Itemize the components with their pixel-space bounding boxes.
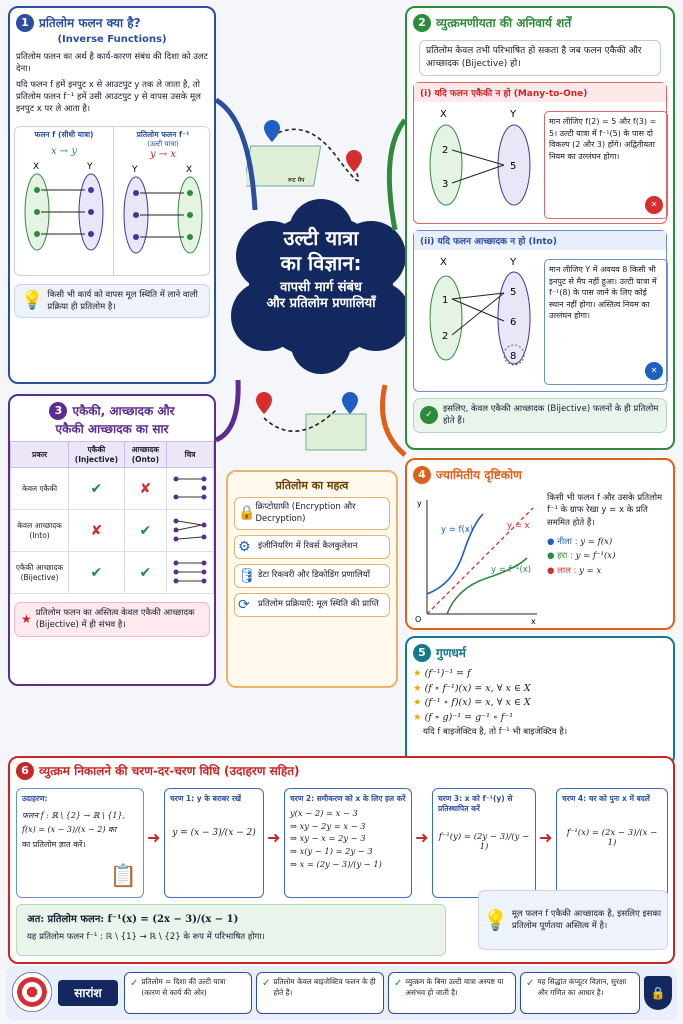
table-row [11, 510, 214, 552]
inverse-sublabel: (उल्टी यात्रा) [147, 139, 179, 148]
table-header: चित्र [166, 442, 213, 468]
codomain-element: 6 [510, 317, 517, 329]
svg-text:X: X [440, 109, 447, 121]
legend-name: हरा : [557, 551, 573, 562]
legend-eq: y = x [579, 565, 602, 576]
step-arrow-icon: ➜ [539, 828, 553, 847]
y-axis-label: y [417, 499, 422, 508]
property-item: (f ∘ f⁻¹)(x) = x, ∀ x ∈ X [424, 682, 531, 694]
step-title: चरण 3: x को f⁻¹(y) से प्रतिस्थापित करें [438, 794, 513, 813]
lock-icon: 🔒 [238, 505, 256, 522]
property-item: (f⁻¹ ∘ f)(x) = x, ∀ x ∈ X [424, 697, 531, 709]
section-title: एकैकी, आच्छादक और [72, 403, 175, 418]
bijective-note: प्रतिलोम फलन का अस्तित्व केवल एकैकी आच्छादक (Bijective) में ही संभव है। [35, 608, 195, 631]
property-item: (f⁻¹)⁻¹ = f [424, 668, 471, 679]
domain-element: 2 [442, 331, 449, 343]
importance-item [234, 535, 390, 559]
error-icon: ✕ [645, 196, 663, 214]
codomain-element: 5 [510, 161, 517, 173]
forward-mapping-diagram [15, 157, 113, 257]
step-title: चरण 2: समीकरण को x के लिए हल करें [290, 794, 406, 803]
conclusion-text: इसलिए, केवल एकैकी आच्छादक (Bijective) फलनों के ही प्रतिलोम होते हैं। [443, 404, 659, 427]
example-line: फलन f : ℝ \ {2} → ℝ \ {1}, [22, 810, 126, 820]
importance-item-text: इंजीनियरिंग में रिवर्स कैलकुलेशन [258, 541, 358, 552]
section-2-card [405, 6, 675, 450]
step-1-box [164, 788, 264, 898]
symmetry-description: किसी भी फलन f और उसके प्रतिलोम f⁻¹ के ग्राफ रेखा y = x के प्रति सममित होते हैं। [547, 493, 663, 528]
summary-text: यह सिद्धांत कंप्यूटर विज्ञान, सुरक्षा और गणित का आधार है। [537, 977, 627, 997]
section-title: प्रतिलोम फलन क्या है? [39, 15, 141, 30]
section-title: गुणधर्म [436, 645, 466, 660]
type-cell: केवल आच्छादक (Into) [11, 510, 69, 552]
bijective-tip-box [478, 890, 668, 950]
summary-text: व्युत्क्रम के बिना उल्टी यात्रा अस्पष्ट या असंभव हो जाती है। [405, 977, 504, 997]
step-equation: y = (x − 3)/(x − 2) [172, 827, 256, 838]
section-4-card [405, 458, 675, 630]
step-2-box [284, 788, 412, 898]
table-header: एकैकी (Injective) [69, 442, 125, 468]
f-label: y = f(x) [441, 525, 474, 535]
importance-item-text: डेटा रिकवरी और डिकोडिंग प्रणालियाँ [258, 570, 370, 581]
section-subtitle: (Inverse Functions) [57, 34, 167, 45]
property-note: यदि f बाइजेक्टिव है, तो f⁻¹ भी बाइजेक्टिव है। [423, 726, 568, 737]
into-note-text: मान लीजिए Y में अवयव 8 किसी भी इनपुट से मैप नहीं हुआ। उल्टी यात्रा में f⁻¹(8) के पास जाने के लिए कोई स्थान नहीं होगा। अस्तित्व नियम का उल्लंघन होगा। [549, 265, 657, 321]
result-formula: अत: प्रतिलोम फलन: f⁻¹(x) = (2x − 3)/(x − 1) [27, 914, 239, 925]
svg-text:X: X [440, 257, 447, 269]
importance-title: प्रतिलोम का महत्व [275, 479, 349, 492]
type-cell: केवल एकैकी [11, 468, 69, 510]
importance-item [234, 593, 390, 617]
f-inverse-label: y = f⁻¹(x) [491, 565, 532, 575]
step-equation: ⇒ x(y − 1) = 2y − 3 [290, 846, 373, 857]
section-number: 3 [49, 402, 67, 420]
diagram-cell [166, 510, 213, 552]
legend-eq: y = f(x) [580, 536, 613, 547]
result-domain: यह प्रतिलोम फलन f⁻¹ : ℝ \ {1} → ℝ \ {2} के रूप में परिभाषित होगा। [27, 932, 265, 942]
diagram-cell [166, 468, 213, 510]
section-5-card [405, 636, 675, 766]
step-equation: ⇒ xy − x = 2y − 3 [290, 833, 366, 844]
condition-intro: प्रतिलोम केवल तभी परिभाषित हो सकता है जब फलन एकैकी और आच्छादक (Bijective) हो। [419, 40, 661, 76]
mapping-icon [170, 557, 210, 587]
diagram-cell [166, 552, 213, 594]
set-y-label: Y [132, 164, 138, 175]
onto-cell: ✔ [124, 510, 166, 552]
into-note [544, 259, 668, 385]
into-title: (ii) यदि फलन आच्छादक न हो (Into) [414, 231, 666, 250]
many-to-one-note [544, 111, 668, 219]
lightbulb-icon: 💡 [483, 908, 508, 932]
refresh-icon: ⟳ [238, 596, 250, 613]
property-item: (f ∘ g)⁻¹ = g⁻¹ ∘ f⁻¹ [424, 712, 514, 724]
step-arrow-icon: ➜ [267, 828, 281, 847]
symmetry-graph [413, 494, 543, 624]
type-cell: एकैकी आच्छादक (Bijective) [11, 552, 69, 594]
summary-item: ✓ यह सिद्धांत कंप्यूटर विज्ञान, सुरक्षा और गणित का आधार है। [520, 972, 640, 1014]
summary-text: प्रतिलोम = दिशा की उल्टी यात्रा (कारण से कार्य की ओर) [141, 977, 226, 997]
unmapped-element: 8 [510, 351, 517, 363]
injective-cell: ✔ [69, 468, 125, 510]
legend-name: नीला : [557, 536, 578, 547]
importance-item [234, 497, 390, 530]
central-title-cloud [226, 196, 416, 376]
explanation-text: यदि फलन f हमें इनपुट x से आउटपुट y तक ले जाता है, तो प्रतिलोम फलन f⁻¹ हमें उसी आउटपुट y से वापस उसके मूल इनपुट x पर ले आता है। [16, 79, 201, 115]
bijective-tip-text: मूल फलन f एकैकी आच्छादक है, इसलिए इसका प्रतिलोम पूर्णतया अस्तित्व में है। [511, 908, 662, 931]
inverse-label: प्रतिलोम फलन f⁻¹ [136, 129, 190, 139]
title-line-1: उल्टी यात्रा [283, 226, 359, 250]
location-pin-icon [256, 392, 272, 414]
step-4-box [556, 788, 668, 898]
legend-name: लाल : [557, 565, 577, 576]
step-arrow-icon: ➜ [147, 828, 161, 847]
table-header: प्रकार [11, 442, 69, 468]
error-icon: ✕ [645, 362, 663, 380]
table-header: आच्छादक (Onto) [124, 442, 166, 468]
into-box [413, 230, 667, 392]
x-axis-label: x [531, 617, 536, 624]
location-pin-icon [346, 150, 362, 172]
section-title-2: एकैकी आच्छादक का सार [55, 422, 169, 436]
example-line: f(x) = (x − 3)/(x − 2) का [22, 825, 117, 835]
set-x-label: X [186, 164, 193, 175]
map-label: रूट मैप [288, 177, 305, 184]
many-to-one-title: (i) यदि फलन एकैकी न हो (Many-to-One) [414, 83, 666, 102]
mapping-icon [170, 473, 210, 503]
section-number: 4 [413, 466, 431, 484]
codomain-element: 5 [510, 287, 517, 299]
mapping-diagrams [14, 126, 210, 276]
title-line-4: और प्रतिलोम प्रणालियाँ [266, 296, 376, 312]
step-arrow-icon: ➜ [415, 828, 429, 847]
table-row [11, 468, 214, 510]
route-map-top [246, 116, 376, 196]
injective-cell: ✔ [69, 552, 125, 594]
section-3-card [8, 394, 216, 686]
importance-item-text: क्रिप्टोग्राफी (Encryption और Decryption) [255, 502, 356, 525]
summary-item: ✓ प्रतिलोम = दिशा की उल्टी यात्रा (कारण से कार्य की ओर) [124, 972, 252, 1014]
step-equation: y(x − 2) = x − 3 [290, 807, 358, 818]
step-equation: f⁻¹(x) = (2x − 3)/(x − 1) [566, 827, 658, 848]
mapping-icon [170, 515, 210, 545]
step-title: चरण 4: चर को पुनः x में बदलें [562, 794, 650, 803]
tip-box [14, 284, 210, 319]
onto-cell: ✔ [124, 552, 166, 594]
function-label: फलन f (सीधी यात्रा) [34, 129, 94, 139]
inverse-mapping-diagram [114, 160, 212, 260]
target-icon [12, 972, 52, 1012]
legend-eq: y = f⁻¹(x) [575, 551, 616, 562]
forward-arrow-label: x → y [50, 145, 78, 157]
set-y-label: Y [87, 161, 93, 172]
section-number: 1 [16, 14, 34, 32]
location-pin-icon [342, 392, 358, 414]
summary-item: ✓ प्रतिलोम केवल बाइजेक्टिव फलन के ही होते हैं। [256, 972, 384, 1014]
inverse-arrow-label: y → x [149, 148, 177, 160]
section-title: व्युत्क्रमणीयता की अनिवार्य शर्तें [436, 15, 572, 30]
tip-text: किसी भी कार्य को वापस मूल स्थिति में लाने वाली प्रक्रिया ही प्रतिलोम है। [47, 289, 198, 312]
injective-cell: ✘ [69, 510, 125, 552]
table-row [11, 552, 214, 594]
title-line-2: का विज्ञान: [280, 251, 362, 275]
step-3-box [432, 788, 536, 898]
database-icon: 🛢 [238, 567, 256, 584]
summary-text: प्रतिलोम केवल बाइजेक्टिव फलन के ही होते हैं। [273, 977, 376, 997]
importance-card [226, 470, 398, 688]
section-title: व्युत्क्रम निकालने की चरण-दर-चरण विधि (उदाहरण सहित) [39, 763, 300, 778]
example-box [16, 788, 144, 898]
svg-text:Y: Y [510, 109, 517, 121]
summary-label: सारांश [58, 980, 118, 1006]
domain-element: 1 [442, 295, 449, 307]
onto-cell: ✘ [124, 468, 166, 510]
shield-lock-icon: 🔒 [644, 976, 672, 1010]
route-map-bottom [246, 388, 376, 458]
origin-label: O [415, 615, 422, 624]
section-number: 5 [413, 644, 431, 662]
svg-text:Y: Y [510, 257, 517, 269]
summary-table [10, 441, 214, 594]
many-to-one-diagram [418, 105, 538, 217]
section-title: ज्यामितीय दृष्टिकोण [436, 467, 522, 482]
importance-item-text: प्रतिलोम प्रक्रियाएँ: मूल स्थिति की प्राप्ति [258, 599, 379, 610]
step-equation: ⇒ x = (2y − 3)/(y − 1) [290, 859, 382, 870]
star-icon: ★ [21, 612, 32, 627]
domain-element: 2 [442, 145, 449, 157]
example-title: उदाहरण: [22, 794, 48, 803]
example-line: का प्रतिलोम ज्ञात करें। [22, 839, 86, 849]
bijective-note-box [14, 602, 210, 637]
many-to-one-box [413, 82, 667, 224]
importance-item [234, 564, 390, 588]
step-equation: ⇒ xy − 2y = x − 3 [290, 820, 366, 831]
step-equation: f⁻¹(y) = (2y − 3)/(y − 1) [438, 831, 530, 852]
result-box [16, 904, 446, 956]
graph-legend: ● नीला : y = f(x) ● हरा : y = f⁻¹(x) ● लाल : y = x [547, 536, 616, 576]
summary-item: ✓ व्युत्क्रम के बिना उल्टी यात्रा अस्पष्ट या असंभव हो जाती है। [388, 972, 516, 1014]
check-icon: ✓ [420, 406, 438, 424]
definition-text: प्रतिलोम फलन का अर्थ है कार्य-कारण संबंध की दिशा को उलट देना। [16, 52, 208, 75]
gear-icon: ⚙ [238, 538, 251, 555]
title-line-3: वापसी मार्ग संबंध [280, 280, 362, 295]
properties-list: ★ (f⁻¹)⁻¹ = f ★ (f ∘ f⁻¹)(x) = x, ∀ x ∈ X ★ (f⁻¹ ∘ f)(x) = x, ∀ x ∈ X ★ (f ∘ g)⁻¹ = g⁻¹ ∘ f⁻¹ यदि f बाइजेक्टिव है, तो f⁻¹ भी बाइजेक्टिव है। [413, 667, 667, 739]
many-to-one-note-text: मान लीजिए f(2) = 5 और f(3) = 5। उल्टी यात्रा में f⁻¹(5) के पास दो विकल्प (2 और 3) होंगे। अद्वितीयता नियम का उल्लंघन होगा। [549, 117, 657, 161]
domain-element: 3 [442, 179, 449, 191]
yx-label: y = x [507, 521, 530, 531]
section-1-card [8, 6, 216, 384]
clipboard-icon: 📋 [109, 864, 137, 889]
lightbulb-icon: 💡 [21, 290, 44, 312]
set-x-label: X [33, 161, 40, 172]
section-number: 2 [413, 14, 431, 32]
step-title: चरण 1: y के बराबर रखें [170, 794, 242, 803]
section-number: 6 [16, 762, 34, 780]
into-diagram [418, 253, 538, 385]
conclusion-box [413, 398, 667, 433]
location-pin-icon [264, 120, 280, 142]
